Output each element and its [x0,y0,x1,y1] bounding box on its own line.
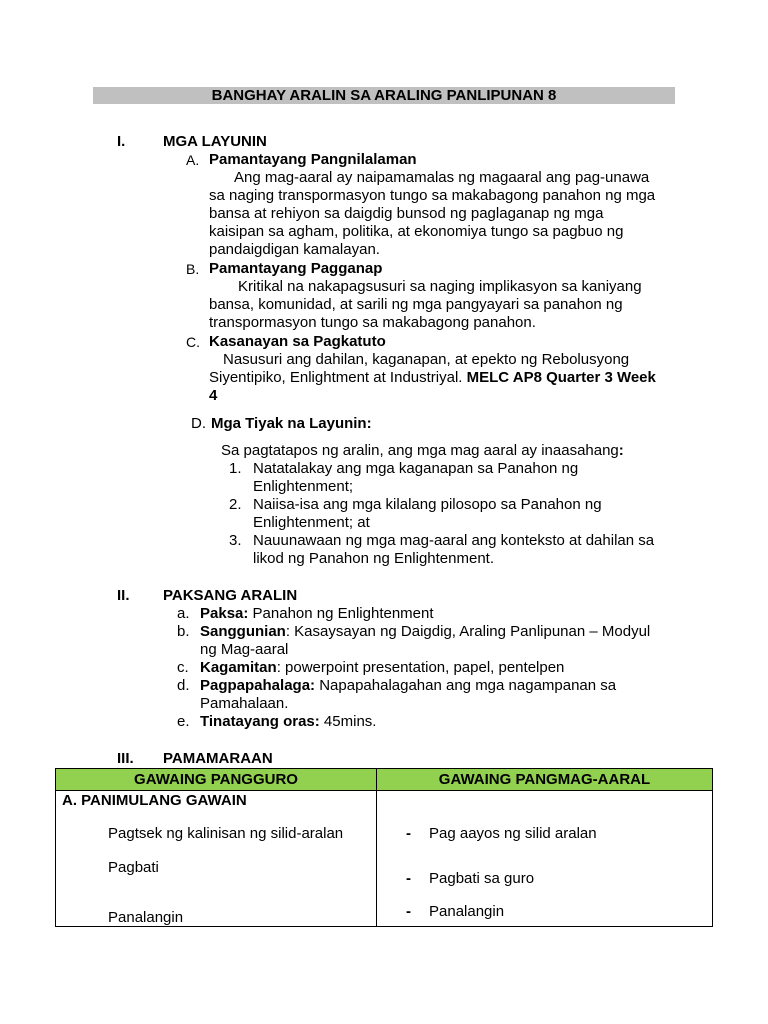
topic-letter: d. [177,677,190,694]
objective-num: 3. [229,532,242,549]
topic-text: Panahon ng Enlightenment [248,605,434,622]
objective-line: likod ng Panahon ng Enlightenment. [253,550,495,567]
topic-letter: b. [177,623,190,640]
table-header-row [56,769,713,791]
section-1c-line2 [209,369,679,387]
topic-item [200,605,434,623]
topic-text-cont: Pamahalaan. [200,695,289,712]
bullet-dash: - [406,870,411,887]
table-header-student: GAWAING PANGMAG-AARAL [377,769,713,791]
section-3-numeral: III. [117,750,134,767]
body-line: transpormasyon tungo sa makabagong panahon. [209,314,536,331]
section-1-heading: MGA LAYUNIN [163,133,267,150]
table-row [56,791,713,927]
section-1d-intro [221,442,624,460]
section-1d-heading: Mga Tiyak na Layunin: [211,415,372,432]
topic-item [200,713,376,731]
section-2-numeral: II. [117,587,130,604]
melc-code: MELC AP8 Quarter 3 Week [466,369,656,386]
section-1d-letter: D. [191,415,206,432]
bullet-dash: - [406,903,411,920]
topic-text: : powerpoint presentation, papel, pentelpen [276,659,565,676]
topic-label: Sanggunian [200,623,286,640]
bullet-dash: - [406,825,411,842]
competency-text: Siyentipiko, Enlightment at Industriyal. [209,369,463,386]
objective-line: Enlightenment; [253,478,354,495]
section-1b-letter: B. [186,261,200,277]
body-line: kaisipan sa agham, politika, at ekonomiya tungo sa pagbuo ng [209,223,624,240]
topic-letter: c. [177,659,189,676]
topic-label: Pagpapahalaga: [200,677,316,694]
student-activity: Panalangin [429,903,505,920]
section-1a-heading: Pamantayang Pangnilalaman [209,151,417,168]
topic-label: Paksa: [200,605,249,622]
topic-label: Kagamitan [200,659,277,676]
objective-line: Naiisa-isa ang mga kilalang pilosopo sa Panahon ng [253,496,602,513]
topic-text: 45mins. [319,713,377,730]
topic-item [200,623,675,641]
topic-letter: e. [177,713,190,730]
melc-week: 4 [209,387,218,404]
procedure-table [55,768,713,927]
section-1b-heading: Pamantayang Pagganap [209,260,383,277]
topic-letter: a. [177,605,190,622]
objective-num: 1. [229,460,242,477]
teacher-activity: Panalangin [108,909,184,926]
section-2-heading: PAKSANG ARALIN [163,587,298,604]
topic-text: Napapahalagahan ang mga nagampanan sa [315,677,617,694]
teacher-activity: Pagbati [108,859,159,876]
body-line: Ang mag-aaral ay naipamamalas ng magaaral ang pag-unawa [234,169,650,186]
section-1a-letter: A. [186,152,200,168]
objective-line: Nauunawaan ng mga mag-aaral ang konteksto at dahilan sa [253,532,655,549]
intro-text: Sa pagtatapos ng aralin, ang mga mag aaral ay inaasahang [221,442,619,459]
student-activity: Pag aayos ng silid aralan [429,825,597,842]
intro-colon: : [618,442,624,459]
topic-text-cont: ng Mag-aaral [200,641,289,658]
section-1-numeral: I. [117,133,126,150]
body-line: Kritikal na nakapagsusuri sa naging implikasyon sa kaniyang [238,278,642,295]
activity-subheading: A. PANIMULANG GAWAIN [62,792,247,809]
topic-text: : Kasaysayan ng Daigdig, Araling Panlipunan – Modyul [285,623,651,640]
body-line: sa naging transpormasyon tungo sa makabagong panahon ng mga [209,187,656,204]
teacher-activity: Pagtsek ng kalinisan ng silid-aralan [108,825,344,842]
objective-line: Enlightenment; at [253,514,370,531]
objective-num: 2. [229,496,242,513]
section-3-heading: PAMAMARAAN [163,750,273,767]
topic-item [200,659,564,677]
section-1b-body [209,278,675,332]
section-1c-heading: Kasanayan sa Pagkatuto [209,333,386,350]
student-activity: Pagbati sa guro [429,870,535,887]
objective-line: Natatalakay ang mga kaganapan sa Panahon ng [253,460,579,477]
topic-item [200,677,675,695]
teacher-cell [56,791,377,927]
body-line: pandaigdigan kamalayan. [209,241,380,258]
page-title: BANGHAY ARALIN SA ARALING PANLIPUNAN 8 [211,87,557,104]
student-cell [377,791,713,927]
body-line: bansa, komunidad, at sarili ng mga pangyayari sa panahon ng [209,296,623,313]
section-1c-line1: Nasusuri ang dahilan, kaganapan, at epekto ng Rebolusyong [223,351,630,368]
table-header-teacher: GAWAING PANGGURO [56,769,377,791]
topic-label: Tinatayang oras: [200,713,320,730]
body-line: bansa at rehiyon sa daigdig bunsod ng paglaganap ng mga [209,205,604,222]
section-1a-body [209,169,675,259]
section-1c-letter: C. [186,334,200,350]
